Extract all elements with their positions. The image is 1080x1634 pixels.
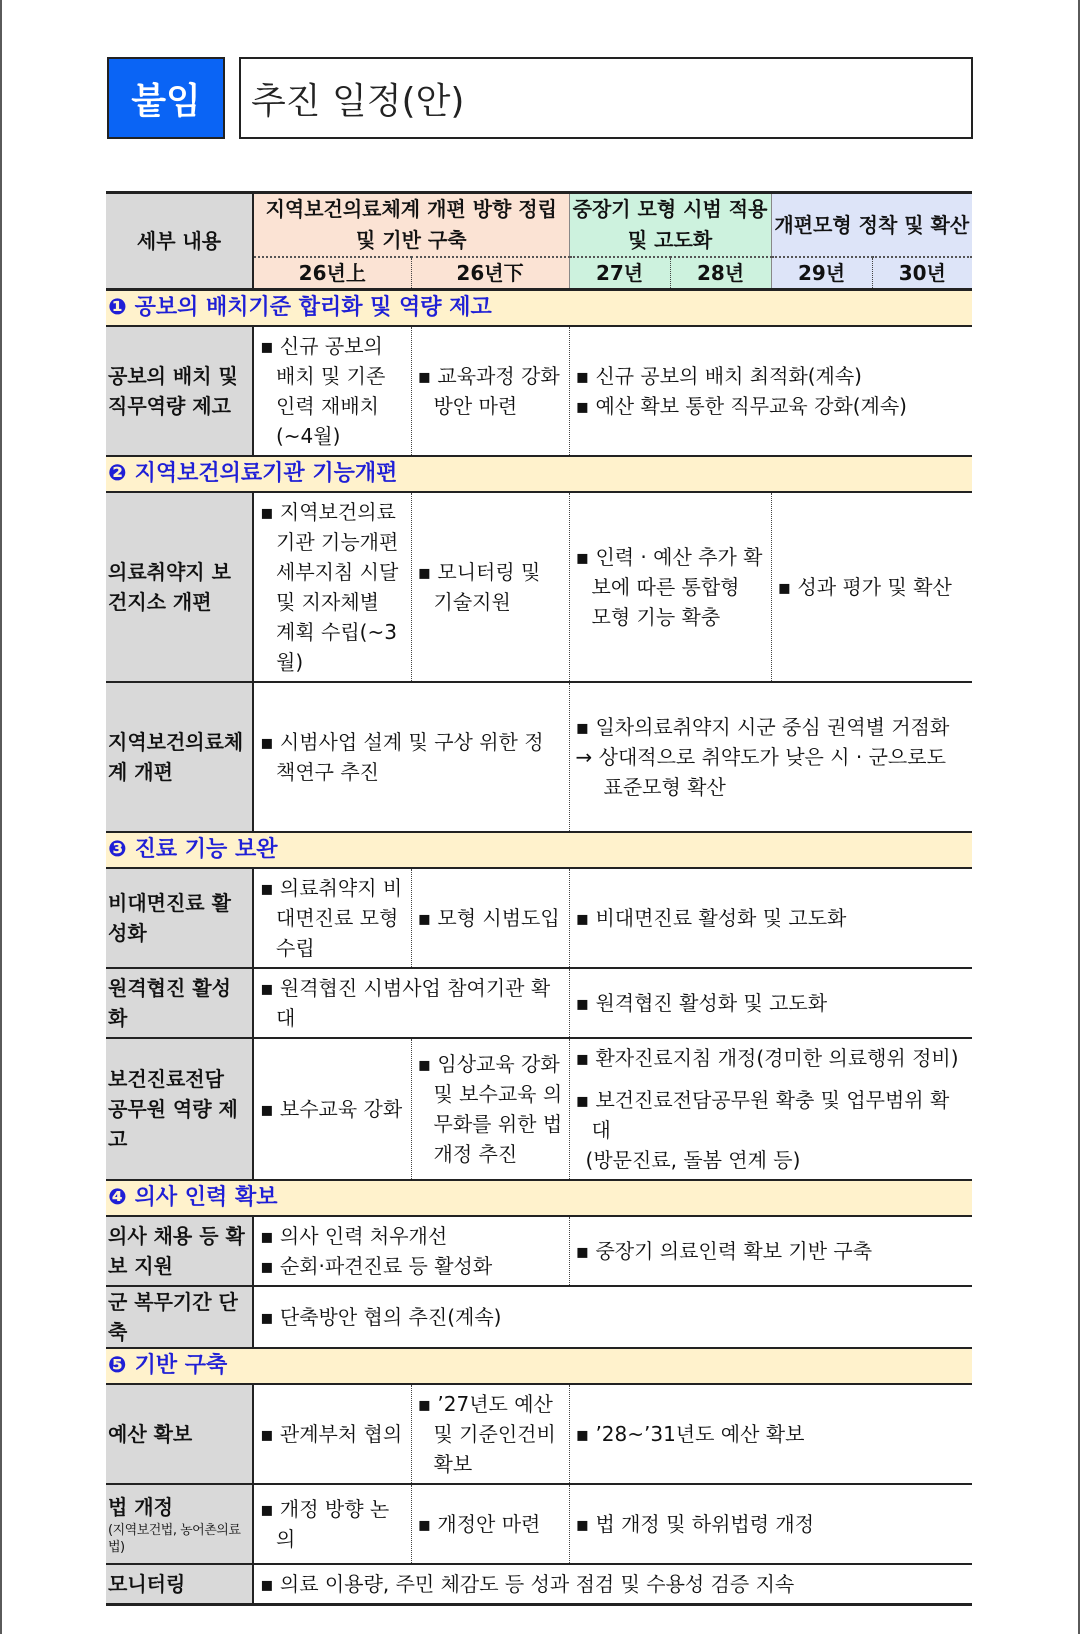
year-header-26a: 26년上	[253, 257, 411, 290]
bullet-text: ▪ 교육과정 강화 방안 마련	[417, 364, 560, 418]
bullet-text: ▪ 법 개정 및 하위법령 개정	[575, 1512, 815, 1536]
cell-2026-2030	[253, 1564, 972, 1605]
row-label: 지역보건의료체계 개편	[106, 682, 253, 832]
bullet-text: ▪ 순회·파견진료 등 활성화	[260, 1254, 493, 1278]
section-header-1	[106, 290, 972, 327]
cell-2026h1	[253, 1038, 411, 1180]
phase-header-2: 중장기 모형 시범 적용 및 고도화	[569, 193, 771, 258]
section-header-5	[106, 1348, 972, 1384]
row-label: 보건진료전담 공무원 역량 제고	[106, 1038, 253, 1180]
bullet-text: ▪ 모형 시범도입	[417, 906, 560, 930]
section-title-1: 공보의 배치기준 합리화 및 역량 제고	[134, 295, 492, 320]
arrow-text: → 상대적으로 취약도가 낮은 시 · 군으로도	[575, 745, 946, 769]
left-edge-line	[0, 0, 2, 1634]
schedule-table	[106, 191, 972, 1606]
attachment-badge	[107, 57, 225, 139]
year-header-30: 30년	[872, 257, 972, 290]
cell-2027-2030	[569, 1484, 972, 1564]
cell-2026h2	[411, 1484, 569, 1564]
row-label: 의사 채용 등 확보 지원	[106, 1216, 253, 1286]
bullet-text: ▪ 중장기 의료인력 확보 기반 구축	[575, 1239, 873, 1263]
bullet-text: ▪ 의료취약지 비대면진료 모형 수립	[260, 876, 403, 960]
cell-2027-2030	[569, 1216, 972, 1286]
cell-2029-2030	[771, 492, 972, 682]
cell-2027-2030	[569, 682, 972, 832]
bullet-text: ▪ 모니터링 및 기술지원	[417, 560, 541, 614]
bullet-text: ▪ 원격협진 활성화 및 고도화	[575, 991, 828, 1015]
section-title-2: 지역보건의료기관 기능개편	[134, 461, 398, 486]
bullet-text: ▪ 시범사업 설계 및 구상 위한 정책연구 추진	[260, 730, 544, 784]
col-header-detail: 세부 내용	[106, 193, 253, 290]
cell-2026h1	[253, 492, 411, 682]
bullet-text: ▪ 환자진료지침 개정(경미한 의료행위 정비)	[575, 1046, 959, 1070]
cell-2026h2	[411, 326, 569, 456]
cell-2026h1	[253, 1484, 411, 1564]
row-label-sub: (지역보건법, 농어촌의료법)	[108, 1523, 241, 1555]
row-label: 모니터링	[106, 1564, 253, 1605]
section-title-5: 기반 구축	[134, 1353, 228, 1378]
row-label: 예산 확보	[106, 1384, 253, 1484]
section-number-1: ❶	[108, 295, 127, 320]
cell-2027-2028	[569, 492, 771, 682]
bullet-text: ▪ 예산 확보 통한 직무교육 강화(계속)	[575, 394, 907, 418]
section-header-2	[106, 456, 972, 492]
cell-2026h1	[253, 1384, 411, 1484]
section-title-3: 진료 기능 보완	[134, 837, 278, 862]
year-header-29: 29년	[771, 257, 872, 290]
row-label: 비대면진료 활성화	[106, 868, 253, 968]
row-label: 원격협진 활성화	[106, 968, 253, 1038]
badge-label: 붙임	[131, 80, 201, 122]
year-header-28: 28년	[670, 257, 771, 290]
bullet-text: ▪ 지역보건의료기관 기능개편 세부지침 시달 및 지자체별 계획 수립(~3월)	[260, 500, 399, 674]
bullet-text: ▪ 보수교육 강화	[260, 1097, 403, 1121]
cell-2027-2030	[569, 1038, 972, 1180]
cell-2026h2	[411, 1038, 569, 1180]
bullet-text: ▪ 보건진료전담공무원 확충 및 업무범위 확대	[575, 1088, 950, 1142]
cell-2026h1	[253, 326, 411, 456]
cell-2027-2030	[569, 326, 972, 456]
cell-2026	[253, 1216, 569, 1286]
bullet-text: ▪ ’27년도 예산 및 기준인건비 확보	[417, 1392, 556, 1476]
cell-2026	[253, 968, 569, 1038]
page-title-box	[239, 57, 973, 139]
cell-2026h2	[411, 868, 569, 968]
page-title: 추진 일정(안)	[251, 80, 465, 122]
cell-2027-2030	[569, 868, 972, 968]
cell-2026h2	[411, 1384, 569, 1484]
phase-header-1: 지역보건의료체계 개편 방향 정립 및 기반 구축	[253, 193, 569, 258]
bullet-text: ▪ 개정안 마련	[417, 1512, 541, 1536]
bullet-text: ▪ 일차의료취약지 시군 중심 권역별 거점화	[575, 715, 950, 739]
bullet-text: ▪ 비대면진료 활성화 및 고도화	[575, 906, 847, 930]
section-number-5: ❺	[108, 1353, 127, 1378]
section-header-3	[106, 832, 972, 868]
year-header-27: 27년	[569, 257, 670, 290]
bullet-text: ▪ 의료 이용량, 주민 체감도 등 성과 점검 및 수용성 검증 지속	[260, 1572, 795, 1596]
cell-2026	[253, 682, 569, 832]
bullet-text: ▪ 신규 공보의 배치 최적화(계속)	[575, 364, 862, 388]
bullet-text: ▪ 개정 방향 논의	[260, 1497, 390, 1551]
indented-text: (방문진료, 돌봄 연계 등)	[585, 1148, 801, 1172]
row-label: 공보의 배치 및 직무역량 제고	[106, 326, 253, 456]
cell-2027-2030	[569, 1384, 972, 1484]
section-number-4: ❹	[108, 1185, 127, 1210]
cell-2027-2030	[569, 968, 972, 1038]
indented-text: 표준모형 확산	[603, 775, 726, 799]
cell-2026h1	[253, 868, 411, 968]
bullet-text: ▪ 임상교육 강화 및 보수교육 의무화를 위한 법 개정 추진	[417, 1052, 563, 1166]
bullet-text: ▪ 관계부처 협의	[260, 1422, 403, 1446]
bullet-text: ▪ 신규 공보의 배치 및 기존 인력 재배치(~4월)	[260, 334, 386, 448]
phase-header-3: 개편모형 정착 및 확산	[771, 193, 972, 258]
row-label-main: 법 개정	[108, 1495, 173, 1519]
section-header-4	[106, 1180, 972, 1216]
bullet-text: ▪ 의사 인력 처우개선	[260, 1224, 448, 1248]
section-title-4: 의사 인력 확보	[134, 1185, 278, 1210]
bullet-text: ▪ 인력 · 예산 추가 확보에 따른 통합형 모형 기능 확충	[575, 545, 763, 629]
bullet-text: ▪ 단축방안 협의 추진(계속)	[260, 1305, 502, 1329]
cell-2026-2030	[253, 1286, 972, 1348]
row-label: 의료취약지 보건지소 개편	[106, 492, 253, 682]
row-label: 군 복무기간 단축	[106, 1286, 253, 1348]
section-number-2: ❷	[108, 461, 127, 486]
row-label	[106, 1484, 253, 1564]
year-header-26b: 26년下	[411, 257, 569, 290]
cell-2026h2	[411, 492, 569, 682]
bullet-text: ▪ 원격협진 시범사업 참여기관 확대	[260, 976, 551, 1030]
section-number-3: ❸	[108, 837, 127, 862]
bullet-text: ▪ ’28~’31년도 예산 확보	[575, 1422, 805, 1446]
bullet-text: ▪ 성과 평가 및 확산	[777, 575, 952, 599]
